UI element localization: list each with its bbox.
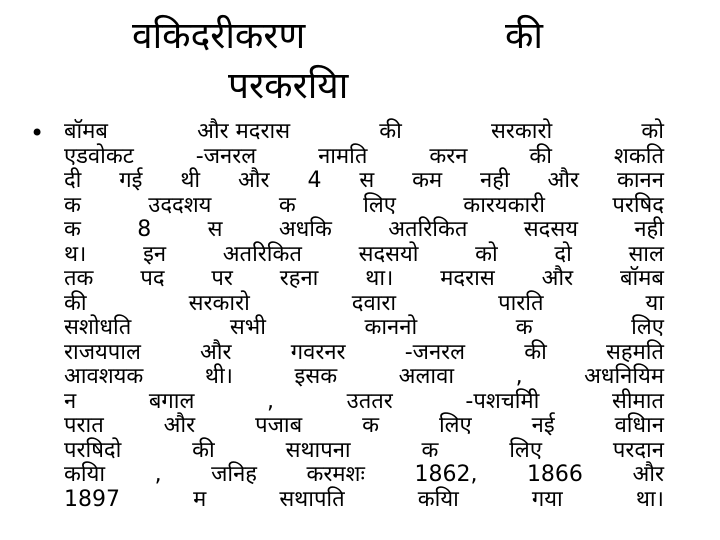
body-word: और [200,339,232,365]
body-word: मदरास [440,266,495,291]
body-word: राजयपाल [64,339,141,365]
body-word: थी। [204,364,233,389]
body-word: क [64,192,81,218]
body-text [64,120,664,512]
body-word: -पशचमिी [465,388,540,414]
slide-title [0,14,720,114]
body-line [64,218,664,243]
body-word: सथापना [285,437,351,463]
body-word: को [475,241,498,267]
body-word: कयिा [64,462,106,487]
body-word: सशोधति [64,315,132,340]
body-word: क [421,437,439,463]
body-word: 8 [137,217,152,242]
body-word: -जनरल [195,143,257,169]
body-word: परदान [612,437,664,463]
body-line [64,488,664,513]
body-line [64,390,664,415]
body-line [64,341,664,366]
body-word: काननो [364,315,418,340]
body-word: सरकारो [188,290,250,316]
body-word: पजाब [255,413,303,438]
body-word: की [529,143,552,169]
body-word: क [362,413,380,438]
body-word: सभी [229,315,266,340]
body-word: सरकारो [491,119,553,144]
body-line [64,365,664,390]
body-word: रहना [279,266,319,291]
body-word: क [278,192,296,218]
body-word: इसक [294,364,338,389]
body-word: न [64,388,77,414]
body-line [64,414,664,439]
body-word: दो [554,241,572,267]
body-word: इन [143,241,167,267]
body-word: बॉमब [619,266,664,291]
body-word: लिए [631,315,664,340]
body-word: अधकि [278,217,332,242]
body-word: की [524,339,547,365]
body-word: था। [365,266,394,291]
body-word: गवरनर [290,339,346,365]
body-word: पारति [498,290,544,316]
body-word: या [645,290,664,316]
body-word: सदसय [523,217,578,242]
body-word: अतरिकित [388,217,468,242]
body-word: परात [64,413,104,438]
body-word: उततर [346,388,393,414]
body-word: नई [531,413,555,438]
body-word: नही [634,217,664,242]
body-line [64,439,664,464]
body-word: नही [480,168,510,193]
title-part-2: की [505,14,543,57]
body-word: पद [140,266,165,291]
body-word: स [207,217,223,242]
body-word: और [238,168,270,193]
body-line [64,267,664,292]
body-word: आवशयक [64,364,144,389]
body-word: दवारा [351,290,397,316]
body-word: गया [531,486,563,512]
body-word: , [515,364,523,389]
body-line [64,145,664,170]
body-word: सहमति [606,339,664,365]
body-word: क [515,315,533,340]
body-word: 4 [307,168,322,193]
body-line [64,194,664,219]
body-word: जनिह [211,462,257,487]
body-word: थी [180,168,201,193]
body-word: लिए [509,437,543,463]
body-word: और [547,168,580,193]
bullet-icon: • [30,119,45,147]
body-word: और मदरास [197,119,291,144]
body-line [64,243,664,268]
body-word: 1866 [526,462,583,487]
body-word: अधनियिम [584,364,664,389]
body-word: सदसयो [358,241,419,267]
body-word: पर [211,266,233,291]
body-word: करन [429,143,468,169]
body-word: वधिान [614,413,664,438]
body-word: क [64,217,81,242]
body-word: म [193,486,207,512]
body-word: और [541,266,574,291]
body-word: दी [64,168,82,193]
body-word: 1897 [64,486,120,512]
body-word: कम [412,168,443,193]
body-word: अतरिकित [222,241,302,267]
body-word: अलावा [398,364,455,389]
body-word: -जनरल [404,339,466,365]
body-word: लिए [438,413,472,438]
body-word: कारयकारी [463,192,545,218]
title-part-3: परकरयिा [228,64,349,107]
body-line [64,169,664,194]
body-word: शकति [613,143,664,169]
body-word: कयिा [417,486,459,512]
body-word: गई [119,168,143,193]
body-word: साल [628,241,664,267]
body-word: , [154,462,162,487]
body-line [64,120,664,145]
title-part-1: वकिदरीकरण [132,14,306,57]
body-word: को [641,119,664,144]
body-word: और [632,462,664,487]
body-word: एडवोकट [64,143,134,169]
body-word: स [359,168,375,193]
body-line [64,292,664,317]
body-line [64,463,664,488]
body-word: तक [64,266,94,291]
body-word: थ। [64,241,87,267]
body-word: सथापति [279,486,345,512]
body-word: , [267,388,275,414]
body-word: कानन [616,168,664,193]
body-word: बगाल [148,388,195,414]
body-word: परषिदो [64,437,122,463]
body-word: था। [635,486,664,512]
body-word: सीमात [611,388,664,414]
body-word: की [379,119,402,144]
body-word: करमशः [306,462,365,487]
body-word: लिए [363,192,396,218]
body-word: उददशय [148,192,212,218]
body-line [64,316,664,341]
body-word: और [163,413,196,438]
body-word: परषिद [612,192,664,218]
body-word: नामति [318,143,368,169]
body-word: की [192,437,215,463]
body-word: बॉमब [64,119,108,144]
body-word: 1862, [414,462,478,487]
body-word: की [64,290,87,316]
